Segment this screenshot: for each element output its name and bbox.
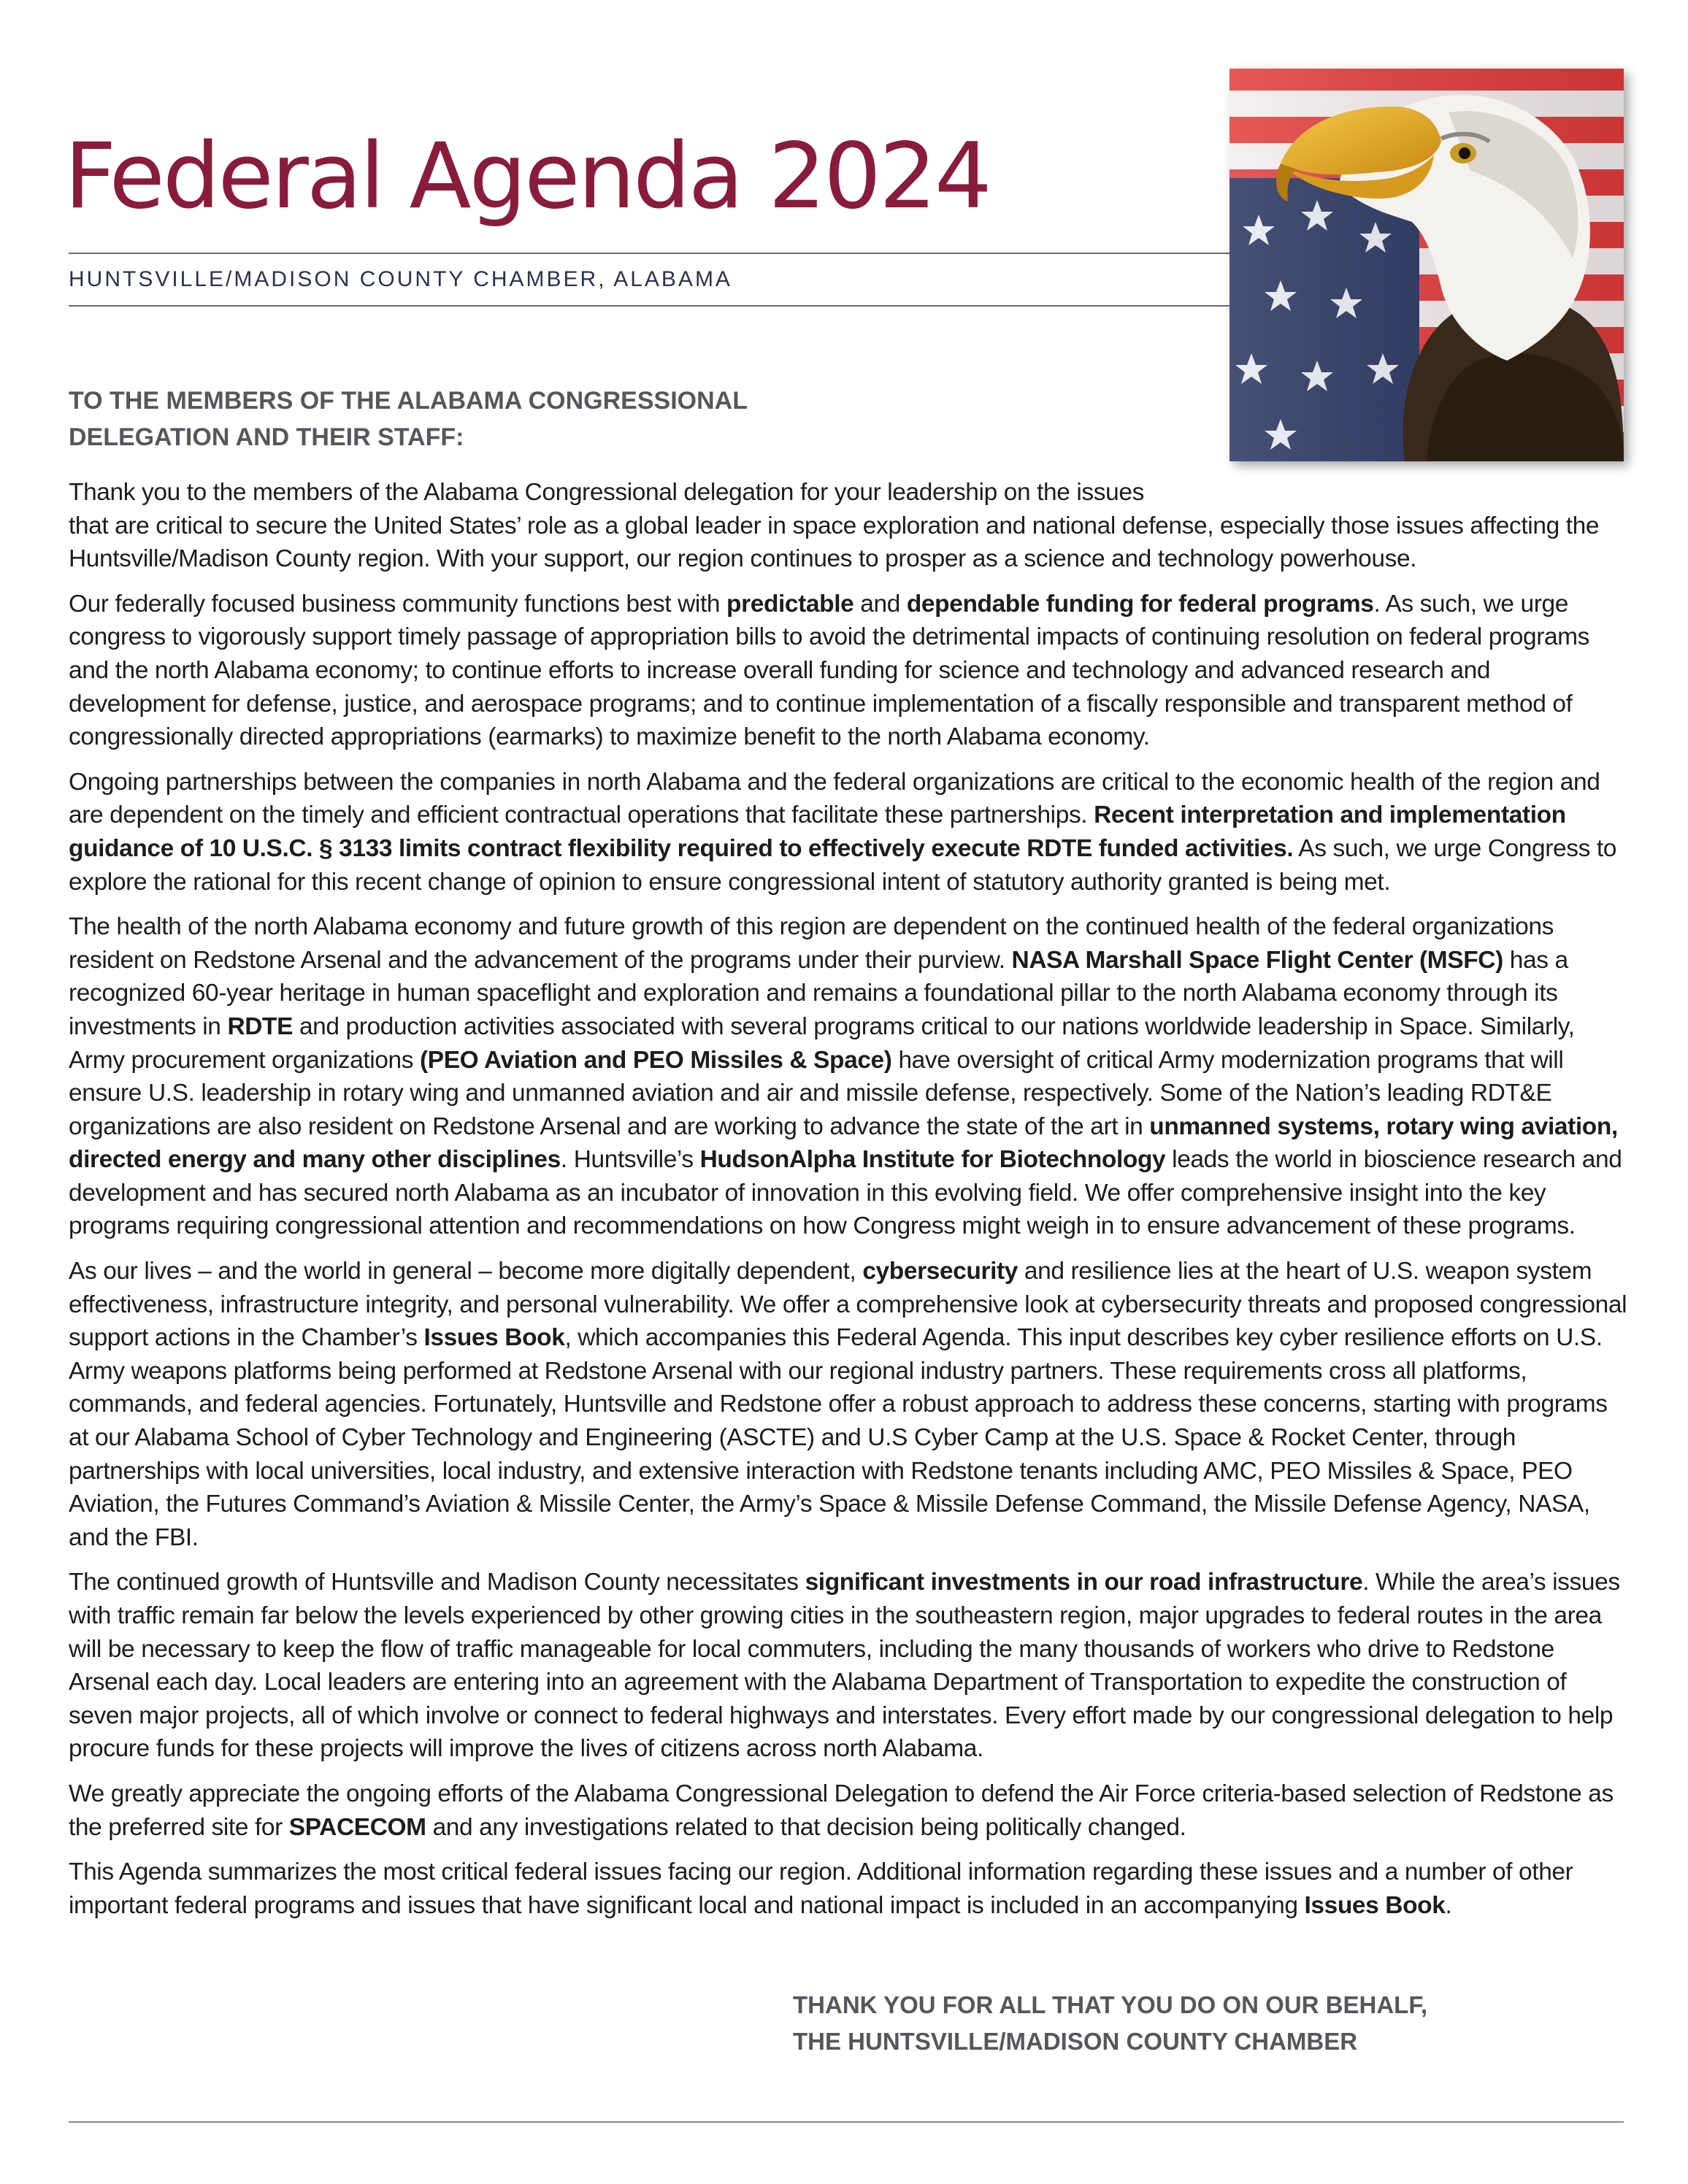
text-run: We greatly appreciate the ongoing efforts of the Alabama Congressional Delegation to defend the Air Force criteria-based selection of Redstone as the preferred site for <box>69 1780 1614 1841</box>
text-run: The health of the north Alabama economy and future growth of this region are dependent on the continued health of the federal organizations resident on Redstone Arsenal and the advancement of the programs under their purview. <box>69 913 1554 974</box>
bold-run: predictable <box>726 590 854 618</box>
paragraph-funding <box>69 588 1628 754</box>
text-run: . <box>1445 1891 1452 1919</box>
text-run: and production activities associated with several programs critical to our nations worldwide leadership in Space. Similarly, Army procurement organizations <box>69 1012 1575 1074</box>
bold-run: Issues Book <box>1304 1891 1446 1919</box>
paragraph-road-infrastructure <box>69 1566 1628 1766</box>
bold-run: cybersecurity <box>862 1258 1018 1285</box>
salutation <box>69 382 908 455</box>
page-subtitle: HUNTSVILLE/MADISON COUNTY CHAMBER, ALABAMA <box>69 267 732 291</box>
paragraph-federal-organizations <box>69 910 1628 1243</box>
text-run: . While the area’s issues with traffic remain far below the levels experienced by other growing cities in the southeastern region, major upgrades to federal routes in the area will be necessary to keep the flow of traffic manageable for local commuters, including the many thousands of workers who drive to Redstone Arsenal each day. Local leaders are entering into an agreement with the Alabama Department of Transportation to expedite the construction of seven major projects, all of which involve or connect to federal highways and interstates. Every effort made by our congressional delegation to help procure funds for these projects will improve the lives of citizens across north Alabama. <box>69 1569 1620 1763</box>
closing-signature <box>793 1987 1427 2060</box>
text-run: and resilience lies at the heart of U.S. weapon system effectiveness, infrastructure integrity, and personal vulnerability. We offer a comprehensive look at cybersecurity threats and proposed congressional support actions in the Chamber’s <box>69 1258 1627 1352</box>
closing-line-1: THANK YOU FOR ALL THAT YOU DO ON OUR BEHALF, <box>793 1991 1428 2018</box>
text-run: and <box>853 590 907 618</box>
text-run: As such, we urge Congress to explore the rational for this recent change of opinion to ensure congressional intent of statutory authority granted is being met. <box>69 834 1616 896</box>
bold-run: NASA Marshall Space Flight Center (MSFC) <box>1011 946 1503 974</box>
text-run: As our lives – and the world in general – become more digitally dependent, <box>69 1258 863 1285</box>
text-run: have oversight of critical Army modernization programs that will ensure U.S. leadership in rotary wing and unmanned aviation and air and missile defense, respectively. Some of the Nation’s leading RDT&E organizations are also resident on Redstone Arsenal and are working to advance the state of the art in <box>69 1046 1564 1140</box>
paragraph-cybersecurity <box>69 1255 1628 1554</box>
paragraph-summary <box>69 1856 1628 1922</box>
page-title: Federal Agenda 2024 <box>64 124 990 229</box>
text-run: , which accompanies this Federal Agenda. This input describes key cyber resilience efforts on U.S. Army weapons platforms being performed at Redstone Arsenal with our regional industry partners. These requirements cross all platforms, commands, and federal agencies. Fortunately, Huntsville and Redstone offer a robust approach to address these concerns, starting with programs at our Alabama School of Cyber Technology and Engineering (ASCTE) and U.S Cyber Camp at the U.S. Space & Rocket Center, through partnerships with local universities, local industry, and extensive interaction with Redstone tenants including AMC, PEO Missiles & Space, PEO Aviation, the Futures Command’s Aviation & Missile Center, the Army’s Space & Missile Defense Command, the Missile Defense Agency, NASA, and the FBI. <box>69 1324 1608 1551</box>
text-run: The continued growth of Huntsville and Madison County necessitates <box>69 1569 805 1596</box>
paragraph-intro <box>69 476 1628 576</box>
text-run: leads the world in bioscience research and development and has secured north Alabama as an incubator of innovation in this evolving field. We offer comprehensive insight into the key programs requiring congressional attention and recommendations on how Congress might weigh in to ensure advancement of these programs. <box>69 1146 1622 1240</box>
bold-run: SPACECOM <box>288 1813 426 1841</box>
bold-run: dependable funding for federal programs <box>906 590 1374 618</box>
bold-run: HudsonAlpha Institute for Biotechnology <box>699 1146 1166 1174</box>
text-run: . Huntsville’s <box>560 1146 700 1174</box>
paragraph-partnerships <box>69 766 1628 899</box>
salutation-line-2: DELEGATION AND THEIR STAFF: <box>69 423 464 451</box>
bald-eagle-flag-photo <box>1229 69 1624 461</box>
bold-run: unmanned systems, rotary wing aviation, directed energy and many other disciplines <box>69 1112 1618 1174</box>
salutation-line-1: TO THE MEMBERS OF THE ALABAMA CONGRESSIONAL <box>69 387 748 415</box>
bold-run: Recent interpretation and implementation guidance of 10 U.S.C. § 3133 limits contract flexibility required to effectively execute RDTE funded activities. <box>69 801 1566 862</box>
closing-line-2: THE HUNTSVILLE/MADISON COUNTY CHAMBER <box>793 2028 1358 2055</box>
text-run: has a recognized 60-year heritage in human spaceflight and exploration and remains a foundational pillar to the north Alabama economy through its investments in <box>69 946 1568 1040</box>
header-rule-bottom <box>69 305 1229 307</box>
text-run: . As such, we urge congress to vigorously support timely passage of appropriation bills to avoid the detrimental impacts of continuing resolution on federal programs and the north Alabama economy; to continue efforts to increase overall funding for science and technology and advanced research and development for defense, justice, and aerospace programs; and to continue implementation of a fiscally responsible and transparent method of congressionally directed appropriations (earmarks) to maximize benefit to the north Alabama economy. <box>69 590 1590 751</box>
text-run: Ongoing partnerships between the companies in north Alabama and the federal organizations are critical to the economic health of the region and are dependent on the timely and efficient contractual operations that facilitate these partnerships. <box>69 768 1600 829</box>
footer-rule <box>69 2121 1624 2123</box>
bold-run: significant investments in our road infrastructure <box>805 1569 1363 1596</box>
text-run: and any investigations related to that decision being politically changed. <box>426 1813 1186 1841</box>
bold-run: RDTE <box>227 1012 294 1040</box>
header-rule-top <box>69 253 1229 254</box>
letter-body <box>69 476 1628 1934</box>
paragraph-intro-rest: that are critical to secure the United States’ role as a global leader in space exploration and national defense, especially those issues affecting the Huntsville/Madison County region. With your support, our region continues to prosper as a science and technology powerhouse. <box>69 512 1600 573</box>
text-run: Our federally focused business community functions best with <box>69 590 727 618</box>
paragraph-spacecom <box>69 1777 1628 1844</box>
bold-run: (PEO Aviation and PEO Missiles & Space) <box>420 1046 892 1074</box>
paragraph-intro-line1: Thank you to the members of the Alabama Congressional delegation for your leadership on the issues <box>69 479 1144 506</box>
bold-run: Issues Book <box>423 1324 565 1352</box>
text-run: This Agenda summarizes the most critical federal issues facing our region. Additional information regarding these issues and a number of other important federal programs and issues that have significant local and national impact is included in an accompanying <box>69 1858 1573 1919</box>
